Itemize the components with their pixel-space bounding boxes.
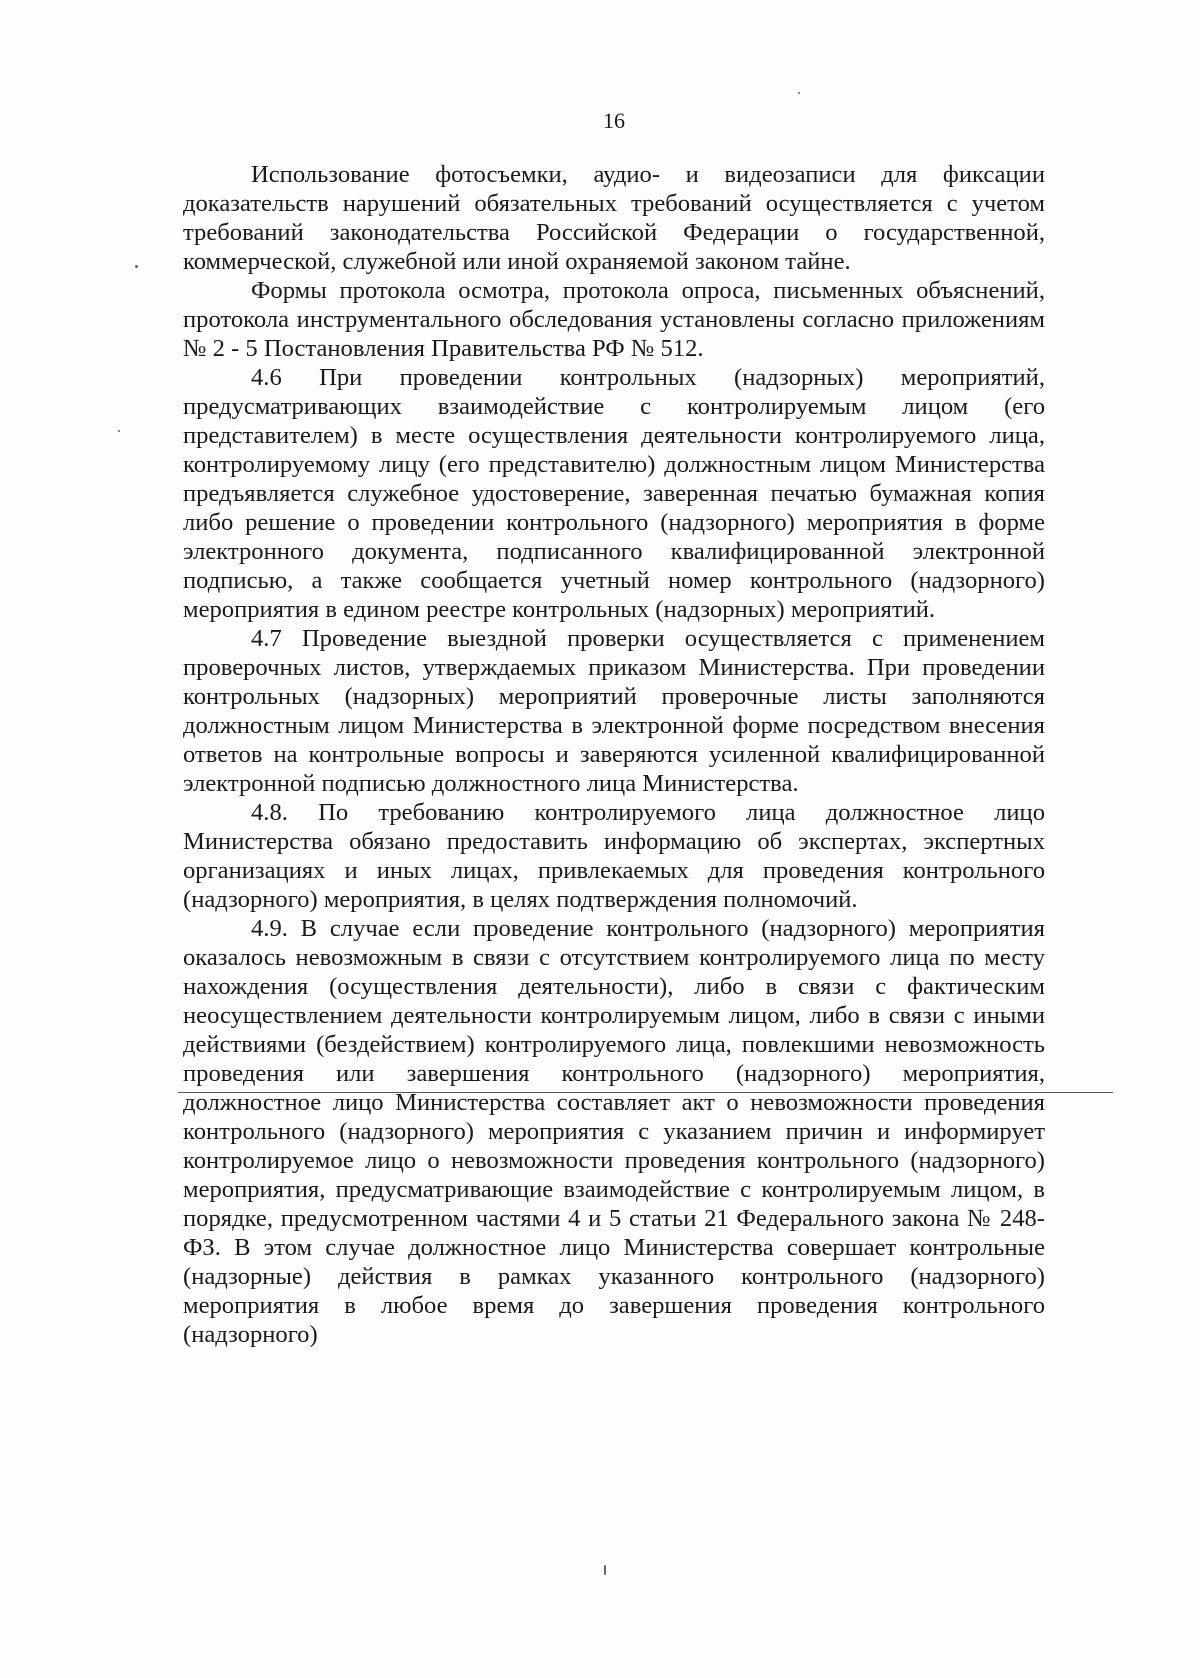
scan-speck — [604, 1565, 606, 1575]
paragraph-photo-recording: Использование фотосъемки, аудио- и видеозаписи для фиксации доказательств нарушений обязательных требований осуществляется с учетом требований законодательства Российской Федерации о государственной, коммерческой, служебной или иной охраняемой законом тайне. — [183, 161, 1045, 275]
paragraph-4-8: 4.8. По требованию контролируемого лица должностное лицо Министерства обязано предоставить информацию об экспертах, экспертных организациях и иных лицах, привлекаемых для проведения контрольного (надзорного) мероприятия, в целях подтверждения полномочий. — [183, 799, 1045, 913]
document-body — [183, 160, 1045, 1349]
page-number: 16 — [603, 108, 625, 133]
paragraph-4-7: 4.7 Проведение выездной проверки осуществляется с применением проверочных листов, утверждаемых приказом Министерства. При проведении контрольных (надзорных) мероприятий проверочные листы заполняются должностным лицом Министерства в электронной форме посредством внесения ответов на контрольные вопросы и заверяются усиленной квалифицированной электронной подписью должностного лица Министерства. — [183, 625, 1045, 797]
scan-speck — [135, 265, 138, 268]
paragraph-4-9: 4.9. В случае если проведение контрольного (надзорного) мероприятия оказалось невозможным в связи с отсутствием контролируемого лица по месту нахождения (осуществления деятельности), либо в связи с фактическим неосуществлением деятельности контролируемым лицом, либо в связи с иными действиями (бездействием) контролируемого лица, повлекшими невозможность проведения или завершения контрольного (надзорного) мероприятия, должностное лицо Министерства составляет акт о невозможности проведения контрольного (надзорного) мероприятия с указанием причин и информирует контролируемое лицо о невозможности проведения контрольного (надзорного) мероприятия, предусматривающие взаимодействие с контролируемым лицом, в порядке, предусмотренном частями 4 и 5 статьи 21 Федерального закона № 248-ФЗ. В этом случае должностное лицо Министерства совершает контрольные (надзорные) действия в рамках указанного контрольного (надзорного) мероприятия в любое время до завершения проведения контрольного (надзорного) — [183, 915, 1045, 1348]
scan-speck — [118, 430, 120, 432]
paragraph-4-6: 4.6 При проведении контрольных (надзорных) мероприятий, предусматривающих взаимодействие с контролируемым лицом (его представителем) в месте осуществления деятельности контролируемого лица, контролируемому лицу (его представителю) должностным лицом Министерства предъявляется служебное удостоверение, заверенная печатью бумажная копия либо решение о проведении контрольного (надзорного) мероприятия в форме электронного документа, подписанного квалифицированной электронной подписью, а также сообщается учетный номер контрольного (надзорного) мероприятия в едином реестре контрольных (надзорных) мероприятий. — [183, 364, 1045, 623]
paragraph-protocol-forms: Формы протокола осмотра, протокола опроса, письменных объяснений, протокола инструментального обследования установлены согласно приложениям № 2 - 5 Постановления Правительства РФ № 512. — [183, 277, 1045, 362]
scan-speck — [798, 92, 800, 94]
scan-strike-line — [178, 1092, 1113, 1093]
